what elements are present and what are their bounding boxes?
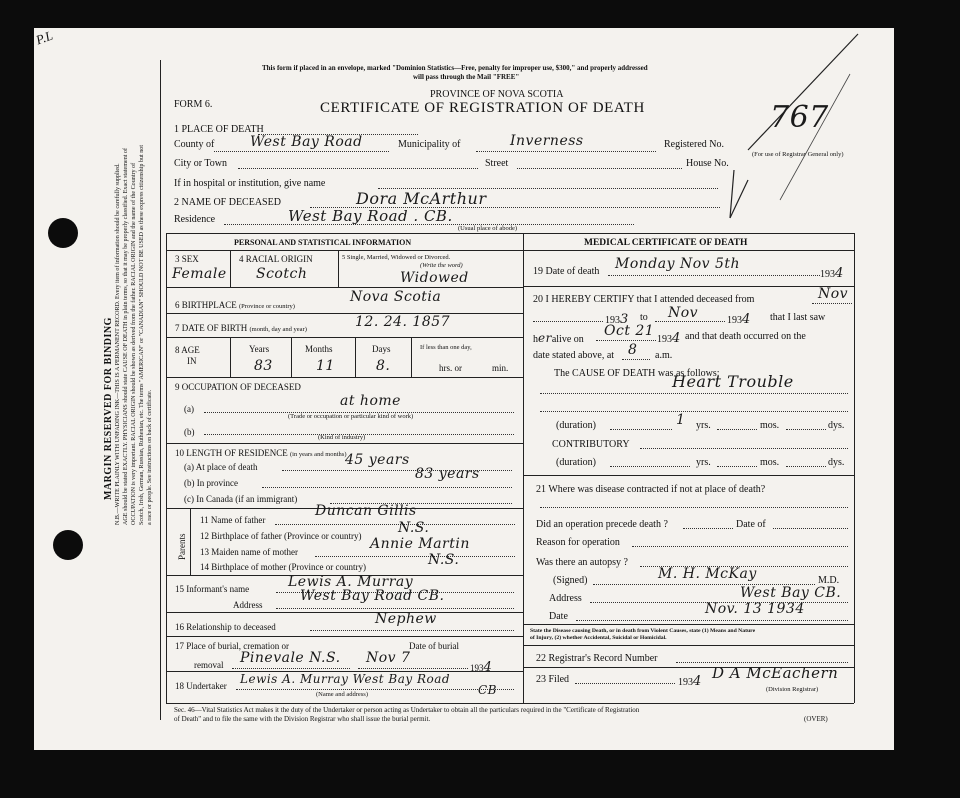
margin-note-2: AGE should be stated EXACTLY. PHYSICIANS should state CAUSE OF DEATH in plain terms, so that it may be properly classified. Exact statement of (123, 147, 129, 525)
date-stated-label: date stated above, at (533, 350, 615, 361)
yrs-label-2: yrs. (696, 457, 711, 468)
informant-label: 15 Informant's name (175, 584, 250, 594)
residence-value: West Bay Road . CB. (288, 207, 453, 225)
occupation-value: at home (340, 393, 401, 409)
undertaker-label: 18 Undertaker (175, 681, 227, 691)
footer-line-1: Sec. 46—Vital Statistics Act makes it the duty of the Undertaker or person acting as Undertaker to obtain all the particulars required in the "Certificate of Registration (174, 706, 640, 714)
mos-label-1: mos. (760, 420, 780, 431)
mother-birthplace-label: 14 Birthplace of mother (Province or country) (200, 562, 366, 572)
to-label: to (640, 312, 648, 323)
duration-years-value: 1 (676, 412, 686, 428)
mail-notice-line-1: This form if placed in an envelope, marked "Dominion Statistics—Free, penalty for improper use, $300," and properly addressed (262, 64, 648, 72)
county-label: County of (174, 139, 215, 150)
res-b-label: (b) In province (184, 478, 238, 488)
certify-label: 20 I HEREBY CERTIFY that I attended deceased from (533, 294, 755, 305)
form-number: FORM 6. (174, 99, 213, 110)
res-a-label: (a) At place of death (184, 462, 258, 472)
cause-label: The CAUSE OF DEATH was as follows: (554, 368, 720, 379)
parents-label: Parents (177, 533, 187, 560)
province-heading: PROVINCE OF NOVA SCOTIA (430, 89, 564, 100)
age-months-value: 11 (316, 358, 335, 374)
occupation-label: 9 OCCUPATION OF DECEASED (175, 382, 301, 392)
father-value: Duncan Gillis (315, 503, 417, 519)
days-label: Days (372, 344, 391, 354)
margin-note-1: N.B.—WRITE PLAINLY WITH UNFADING INK—THIS IS A PERMANENT RECORD. Every item of information should be carefully supplied. (115, 163, 121, 525)
informant-value: Lewis A. Murray (288, 574, 414, 590)
autopsy-label: Was there an autopsy ? (536, 557, 628, 568)
racial-origin-label: 4 RACIAL ORIGIN (239, 254, 313, 264)
relationship-label: 16 Relationship to deceased (175, 622, 276, 632)
cause-value: Heart Trouble (672, 372, 794, 391)
margin-rule (160, 60, 161, 720)
street-label: Street (485, 158, 509, 169)
last-saw-label: that I last saw (770, 312, 826, 323)
birthplace-value: Nova Scotia (350, 289, 442, 305)
usual-place-note: (Usual place of abode) (458, 225, 518, 232)
sex-value: Female (172, 266, 227, 282)
age-in-label: IN (187, 356, 197, 366)
age-days-value: 8. (376, 358, 391, 374)
dys-label-2: dys. (828, 457, 845, 468)
margin-reserved-label: MARGIN RESERVED FOR BINDING (103, 317, 114, 500)
less-than-day-label: If less than one day, (420, 344, 472, 351)
dys-label-1: dys. (828, 420, 845, 431)
months-label: Months (305, 344, 333, 354)
corner-mark: P.L (33, 27, 55, 48)
state-note-2: of Injury, (2) whether Accidental, Suicidal or Homicidal. (530, 635, 667, 641)
attended-to-value: Nov (668, 305, 699, 321)
undertaker-value: Lewis A. Murray West Bay Road (240, 672, 451, 686)
state-note-1: State the Disease causing Death, or in death from Violent Causes, state (1) Means and Nature (530, 628, 756, 634)
municipality-value: Inverness (510, 133, 584, 149)
margin-note-3: OCCUPATION is very important. RACIAL ORIGIN should be shown as derived from the father. RACIAL ORIGIN and the name of the Country of (131, 162, 137, 525)
duration-label-1: (duration) (556, 420, 596, 431)
occupation-a-label: (a) (184, 404, 194, 414)
father-birthplace-value: N.S. (398, 520, 430, 536)
medical-address-label: Address (549, 593, 582, 604)
occupation-b-sub: (Kind of industry) (318, 434, 366, 441)
undertaker-extra: CB (478, 683, 497, 697)
dob-label: 7 DATE OF BIRTH (month, day and year) (175, 323, 307, 333)
burial-place-value: Pinevale N.S. (240, 650, 341, 666)
birthplace-label: 6 BIRTHPLACE (Province or country) (175, 300, 295, 310)
page-title: CERTIFICATE OF REGISTRATION OF DEATH (320, 100, 645, 116)
attended-from-value: Nov (818, 286, 849, 302)
father-birthplace-label: 12 Birthplace of father (Province or country) (200, 531, 362, 541)
res-c-label: (c) In Canada (if an immigrant) (184, 494, 298, 504)
binding-hole-bottom (53, 530, 83, 560)
footer-line-2: of Death" and to file the same with the Division Registrar who shall issue the burial permit. (174, 715, 431, 723)
margin-note-4: Scotch, Irish, German, Russian, Ruthenian, etc. The terms "AMERICAN" or "CANADIAN" SHOULD NOT BE USED as these express citizenship but not (139, 144, 145, 525)
contracted-label: 21 Where was disease contracted if not at place of death? (536, 484, 766, 495)
occupation-b-label: (b) (184, 427, 195, 437)
age-years-value: 83 (254, 358, 273, 374)
age-label: 8 AGE (175, 345, 200, 355)
house-no-label: House No. (686, 158, 729, 169)
time-value: 8 (628, 342, 638, 358)
dob-value: 12. 24. 1857 (355, 314, 451, 330)
am-label: a.m. (655, 350, 673, 361)
medical-address-value: West Bay CB. (740, 585, 842, 601)
date-of-death-value: Monday Nov 5th (615, 256, 741, 272)
years-label: Years (249, 344, 270, 354)
residence-label: Residence (174, 214, 216, 225)
saw-alive-label: heralive on (533, 331, 584, 345)
undertaker-sub: (Name and address) (316, 691, 368, 698)
yrs-label-1: yrs. (696, 420, 711, 431)
city-label: City or Town (174, 158, 228, 169)
death-occurred-label: and that death occurred on the (685, 331, 806, 342)
contributory-label: CONTRIBUTORY (552, 439, 630, 450)
binding-hole-top (48, 218, 78, 248)
mother-label: 13 Maiden name of mother (200, 547, 298, 557)
informant-address-value: West Bay Road CB. (300, 588, 445, 604)
registered-number-handwritten: 767 (770, 100, 829, 135)
hrs-label: hrs. or (439, 363, 462, 373)
duration-label-2: (duration) (556, 457, 596, 468)
filed-label: 23 Filed (536, 674, 570, 685)
min-label: min. (492, 363, 509, 373)
reason-label: Reason for operation (536, 537, 620, 548)
filed-year: 1934 (678, 674, 702, 689)
footer-over: (OVER) (804, 715, 828, 723)
division-registrar-sub: (Division Registrar) (766, 686, 819, 693)
racial-origin-value: Scotch (256, 266, 308, 282)
residence-length-label: 10 LENGTH OF RESIDENCE (in years and months) (175, 448, 347, 458)
deceased-name-value: Dora McArthur (356, 189, 487, 208)
hospital-label: If in hospital or institution, give name (174, 178, 326, 189)
burial-date-value: Nov 7 (366, 650, 411, 666)
marital-value: Widowed (400, 270, 469, 286)
date-of-death-label: 19 Date of death (533, 266, 600, 277)
mail-notice-line-2: will pass through the Mail "FREE" (413, 73, 520, 81)
registered-no-label: Registered No. (664, 139, 724, 150)
municipality-label: Municipality of (398, 139, 461, 150)
date-of-label: Date of (736, 519, 766, 530)
county-value: West Bay Road (250, 134, 363, 150)
date-of-burial-label: Date of burial (409, 641, 459, 651)
mos-label-2: mos. (760, 457, 780, 468)
yr-b: 1934 (727, 312, 751, 327)
burial-year: 1934 (470, 660, 493, 675)
removal-label: removal (194, 660, 224, 670)
registrar-general-note: (For use of Registrar General only) (752, 151, 844, 158)
md-label: M.D. (818, 575, 840, 586)
informant-address-label: Address (233, 600, 263, 610)
operation-label: Did an operation precede death ? (536, 519, 668, 530)
sign-date-label: Date (549, 611, 568, 622)
signed-value: M. H. McKay (658, 566, 757, 582)
mother-birthplace-value: N.S. (428, 552, 460, 568)
mother-value: Annie Martin (370, 536, 470, 552)
deceased-name-label: 2 NAME OF DECEASED (174, 197, 281, 208)
personal-heading: PERSONAL AND STATISTICAL INFORMATION (234, 238, 412, 247)
last-saw-value: Oct 21 (604, 323, 655, 339)
registrar-record-label: 22 Registrar's Record Number (536, 653, 658, 664)
relationship-value: Nephew (375, 611, 437, 627)
burial-label: 17 Place of burial, cremation or (175, 641, 289, 651)
medical-heading: MEDICAL CERTIFICATE OF DEATH (584, 238, 748, 248)
sign-date-value: Nov. 13 1934 (705, 601, 805, 617)
division-registrar-signature: D A McEachern (712, 664, 839, 682)
margin-note-5: a race or people. See instructions on back of certificate. (147, 389, 153, 525)
sex-label: 3 SEX (175, 254, 199, 264)
res-b-value: 83 years (415, 466, 480, 482)
yr-c: 1934 (657, 331, 681, 346)
death-year: 1934 (820, 266, 844, 281)
pen-strokes (720, 30, 870, 230)
signed-label: (Signed) (553, 575, 588, 586)
marital-note: (Write the word) (420, 262, 463, 269)
yr-a: 1933 (605, 312, 629, 327)
marital-label: 5 Single, Married, Widowed or Divorced. (342, 254, 451, 261)
res-a-value: 45 years (345, 452, 410, 468)
father-label: 11 Name of father (200, 515, 266, 525)
occupation-a-sub: (Trade or occupation or particular kind of work) (288, 413, 414, 420)
place-of-death-label: 1 PLACE OF DEATH (174, 124, 264, 135)
